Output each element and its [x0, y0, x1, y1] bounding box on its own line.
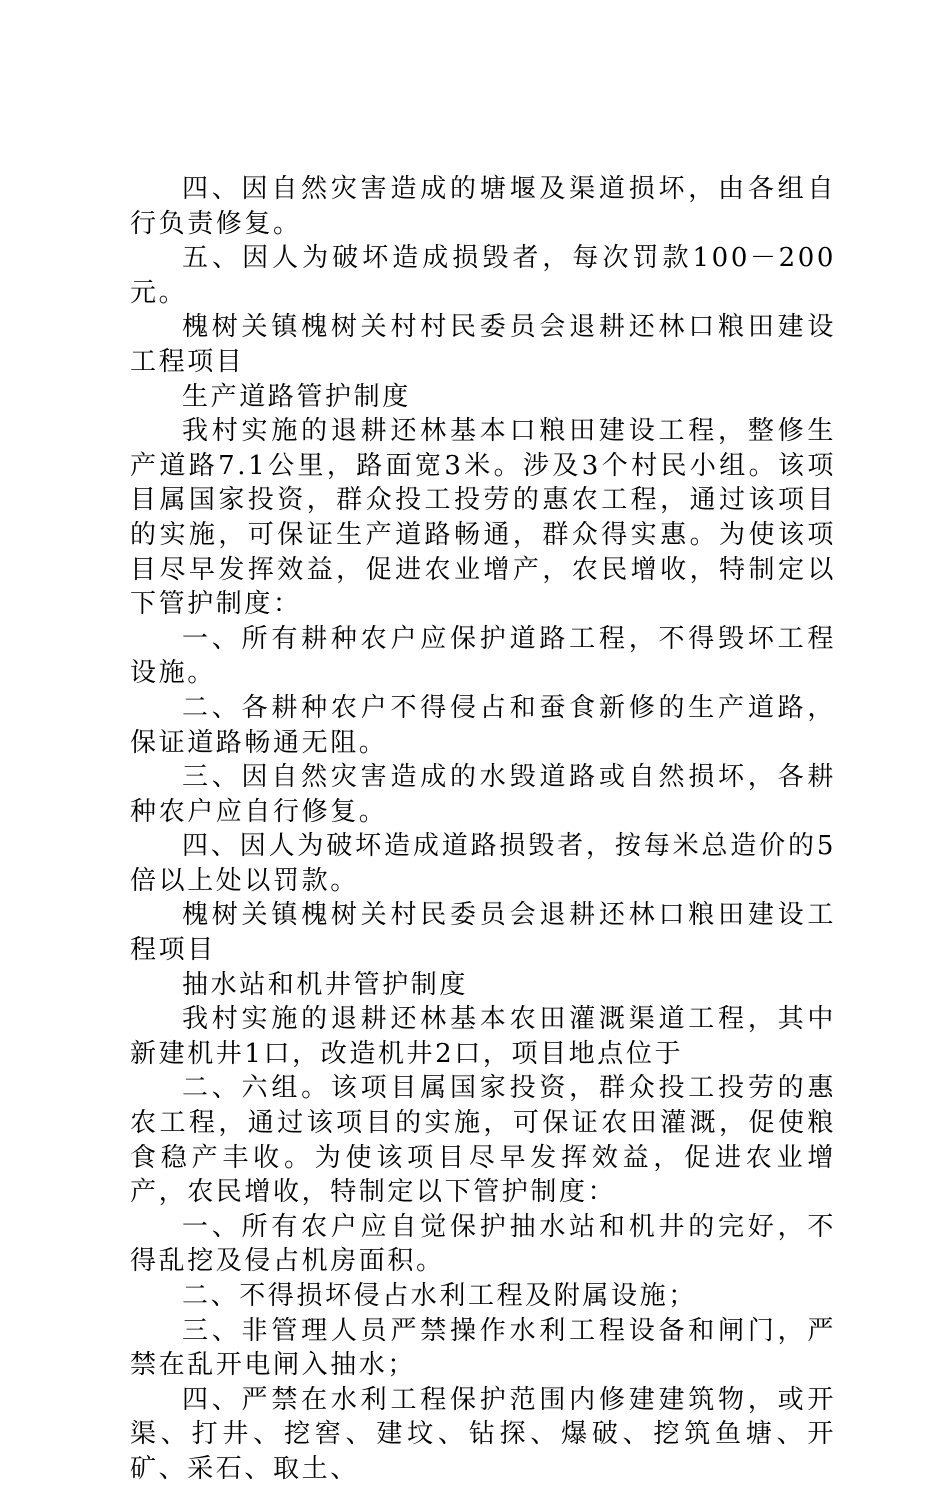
document-body — [130, 172, 836, 1487]
paragraph-pump-rule-3: 三、非管理人员严禁操作水利工程设备和闸门，严禁在乱开电闸入抽水； — [130, 1315, 836, 1381]
paragraph-pump-rule-1: 一、所有农户应自觉保护抽水站和机井的完好，不得乱挖及侵占机房面积。 — [130, 1211, 836, 1277]
paragraph-pump-intro: 我村实施的退耕还林基本农田灌溉渠道工程，其中新建机井1口，改造机井2口，项目地点位于 — [130, 1004, 836, 1069]
paragraph-pump-intro-continued: 二、六组。该项目属国家投资，群众投工投劳的惠农工程，通过该项目的实施，可保证农田灌溉，促使粮食稳产丰收。为使该项目尽早发挥效益，促进农业增产，农民增收，特制定以下管护制度： — [130, 1073, 836, 1208]
paragraph-road-rule-2: 二、各耕种农户不得侵占和蚕食新修的生产道路，保证道路畅通无阻。 — [130, 692, 836, 758]
paragraph-road-rule-4: 四、因人为破坏造成道路损毁者，按每米总造价的5倍以上处以罚款。 — [130, 831, 836, 896]
section-heading-project-2: 槐树关镇槐树关村民委员会退耕还林口粮田建设工程项目 — [130, 900, 836, 966]
paragraph-pump-rule-4: 四、严禁在水利工程保护范围内修建建筑物，或开渠、打井、挖窖、建坟、钻探、爆破、挖筑鱼塘、开矿、采石、取土、 — [130, 1384, 836, 1484]
paragraph-road-intro: 我村实施的退耕还林基本口粮田建设工程，整修生产道路7.1公里，路面宽3米。涉及3个村民小组。该项目属国家投资，群众投工投劳的惠农工程，通过该项目的实施，可保证生产道路畅通，群众得实惠。为使该项目尽早发挥效益，促进农业增产，农民增收，特制定以下管护制度： — [130, 416, 836, 620]
paragraph-road-rule-3: 三、因自然灾害造成的水毁道路或自然损坏，各耕种农户应自行修复。 — [130, 762, 836, 827]
paragraph-fine-rule: 五、因人为破坏造成损毁者，每次罚款100－200元。 — [130, 243, 836, 308]
paragraph-repair-natural-disaster: 四、因自然灾害造成的塘堰及渠道损坏，由各组自行负责修复。 — [130, 174, 836, 239]
paragraph-pump-rule-2: 二、不得损坏侵占水利工程及附属设施； — [182, 1281, 697, 1311]
section-heading-project: 槐树关镇槐树关村村民委员会退耕还林口粮田建设工程项目 — [130, 312, 836, 377]
paragraph-road-rule-1: 一、所有耕种农户应保护道路工程，不得毁坏工程设施。 — [130, 623, 836, 689]
section-title-pump-station: 抽水站和机井管护制度 — [182, 969, 469, 1000]
section-title-road-management: 生产道路管护制度 — [182, 381, 411, 412]
